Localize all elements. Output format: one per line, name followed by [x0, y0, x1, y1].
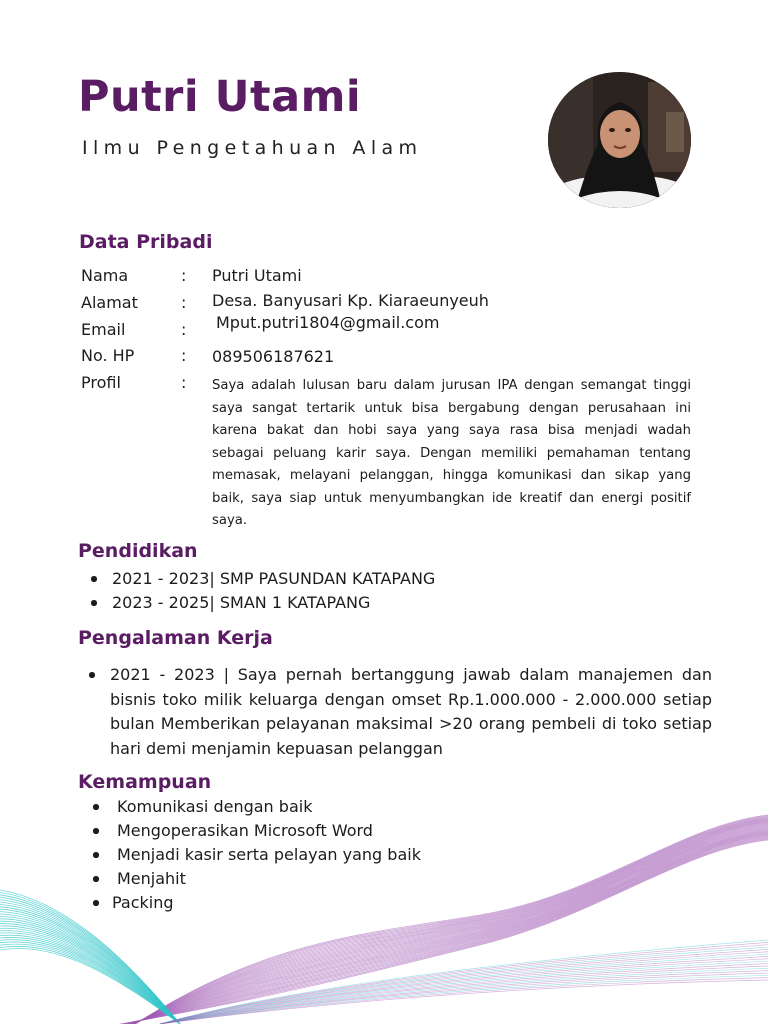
colon: :: [181, 293, 187, 312]
value-alamat: Desa. Banyusari Kp. Kiaraeunyeuh: [212, 291, 489, 310]
label-alamat: Alamat: [81, 293, 138, 312]
label-nohp: No. HP: [81, 346, 135, 365]
colon: :: [181, 320, 187, 339]
list-item: Menjadi kasir serta pelayan yang baik: [84, 843, 421, 867]
experience-list: [80, 663, 712, 761]
list-item: 2021 - 2023 | Saya pernah bertanggung jawab dalam manajemen dan bisnis toko milik keluarga dengan omset Rp.1.000.000 - 2.000.000 setiap bulan Memberikan pelayanan maksimal >20 orang pembeli di toko setiap hari demi menjamin kepuasan pelanggan: [80, 663, 712, 761]
label-nama: Nama: [81, 266, 129, 285]
label-email: Email: [81, 320, 126, 339]
profile-summary: Saya adalah lulusan baru dalam jurusan IPA dengan semangat tinggi saya sangat tertarik untuk bisa bergabung dengan perusahaan ini karena bakat dan hobi saya yang saya rasa bisa menjadi wadah sebagai peluang karir saya. Dengan memiliki pemahaman tentang memasak, melayani pelanggan, hingga komunikasi dan sikap yang baik, saya siap untuk menyumbangkan ide kreatif dan energi positif saya.: [212, 378, 691, 528]
section-title-education: Pendidikan: [78, 540, 198, 562]
education-list: [82, 567, 435, 615]
colon: :: [181, 266, 187, 285]
list-item: Mengoperasikan Microsoft Word: [84, 819, 421, 843]
colon: :: [181, 373, 187, 392]
list-item: Komunikasi dengan baik: [84, 795, 421, 819]
value-nama: Putri Utami: [212, 266, 302, 285]
list-item: Menjahit: [84, 867, 421, 891]
list-item: Packing: [84, 891, 421, 915]
value-nohp: 089506187621: [212, 347, 335, 366]
section-title-skills: Kemampuan: [78, 771, 212, 793]
label-profil: Profil: [81, 373, 121, 392]
candidate-name: Putri Utami: [78, 72, 362, 122]
section-title-experience: Pengalaman Kerja: [78, 627, 273, 649]
list-item: 2023 - 2025| SMAN 1 KATAPANG: [82, 591, 435, 615]
candidate-field: Ilmu Pengetahuan Alam: [82, 137, 423, 159]
section-title-personal: Data Pribadi: [79, 231, 213, 253]
skills-list: [84, 795, 421, 915]
value-email: Mput.putri1804@gmail.com: [216, 313, 440, 332]
list-item: 2021 - 2023| SMP PASUNDAN KATAPANG: [82, 567, 435, 591]
profile-photo: [548, 72, 691, 208]
colon: :: [181, 346, 187, 365]
